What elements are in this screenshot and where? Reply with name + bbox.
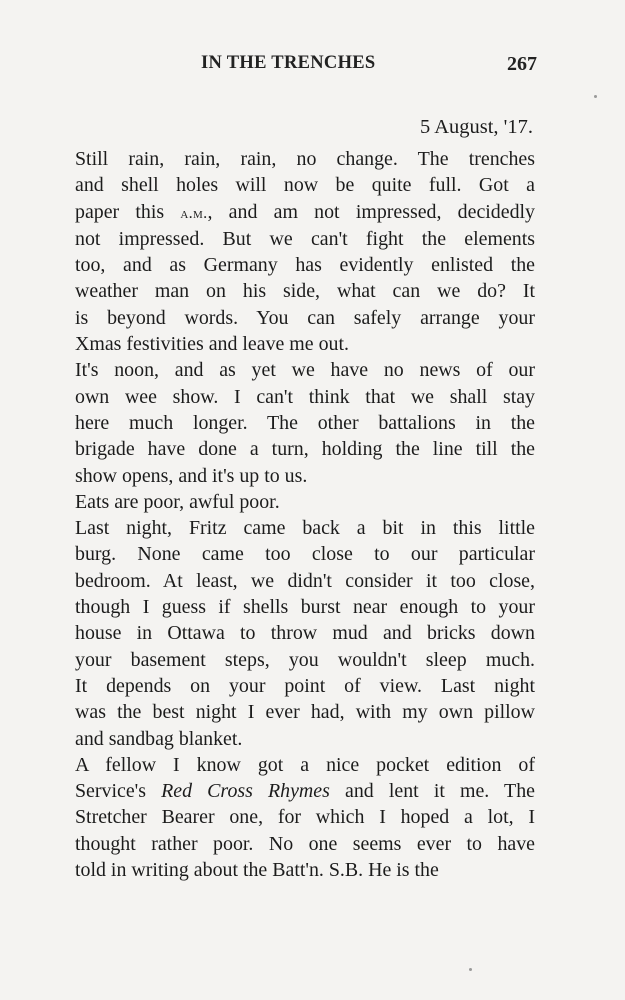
text-line: brigade have done a turn, holding the line till the — [75, 438, 535, 461]
text-line: A fellow I know got a nice pocket edition of — [75, 753, 535, 776]
paragraph — [75, 489, 535, 515]
text-segment: and lent it me. The — [329, 780, 535, 803]
text-line: Stretcher Bearer one, for which I hoped a lot, I — [75, 806, 535, 829]
text-line — [75, 199, 535, 226]
text-line — [75, 778, 535, 804]
text-line: too, and as Germany has evidently enlisted the — [75, 254, 535, 277]
text-line: Still rain, rain, rain, no change. The trenches — [75, 148, 535, 170]
text-line: though I guess if shells burst near enough to your — [75, 596, 535, 619]
text-segment: Service's — [75, 780, 162, 803]
book-title-italic: Red Cross Rhymes — [161, 780, 330, 803]
paper-speck — [469, 968, 472, 971]
body-text — [75, 146, 535, 883]
text-segment: , and am not impressed, decidedly — [207, 200, 535, 223]
text-line: not impressed. But we can't fight the elements — [75, 227, 535, 250]
text-line: was the best night I ever had, with my own pillow — [75, 701, 535, 724]
text-segment: paper this — [75, 200, 181, 223]
text-line: It depends on your point of view. Last night — [75, 674, 535, 697]
text-line: and shell holes will now be quite full. Got a — [75, 174, 535, 197]
text-line: and sandbag blanket. — [75, 727, 243, 750]
text-line: It's noon, and as yet we have no news of our — [75, 359, 535, 382]
text-line: house in Ottawa to throw mud and bricks down — [75, 622, 535, 645]
paper-speck — [594, 95, 597, 98]
paragraph — [75, 515, 535, 752]
text-line: show opens, and it's up to us. — [75, 464, 308, 487]
page-number: 267 — [507, 53, 537, 75]
paragraph — [75, 357, 535, 488]
text-line: Xmas festivities and leave me out. — [75, 333, 349, 356]
text-line: Eats are poor, awful poor. — [75, 490, 280, 513]
text-line: here much longer. The other battalions in the — [75, 411, 535, 434]
dateline: 5 August, '17. — [419, 116, 533, 138]
paragraph — [75, 146, 535, 357]
text-line: is beyond words. You can safely arrange your — [75, 306, 535, 329]
text-line: own wee show. I can't think that we shall stay — [75, 385, 535, 408]
paragraph — [75, 752, 535, 883]
text-line: Last night, Fritz came back a bit in this little — [75, 517, 535, 540]
small-caps-text: a.m. — [180, 202, 208, 222]
text-line: thought rather poor. No one seems ever to have — [75, 832, 535, 855]
running-title: IN THE TRENCHES — [201, 53, 376, 73]
text-line: told in writing about the Batt'n. S.B. He is the — [75, 859, 439, 882]
text-line: weather man on his side, what can we do? It — [75, 280, 535, 303]
text-line: bedroom. At least, we didn't consider it too close, — [75, 569, 535, 592]
text-line: your basement steps, you wouldn't sleep much. — [75, 648, 535, 671]
text-line: burg. None came too close to our particular — [75, 543, 535, 566]
